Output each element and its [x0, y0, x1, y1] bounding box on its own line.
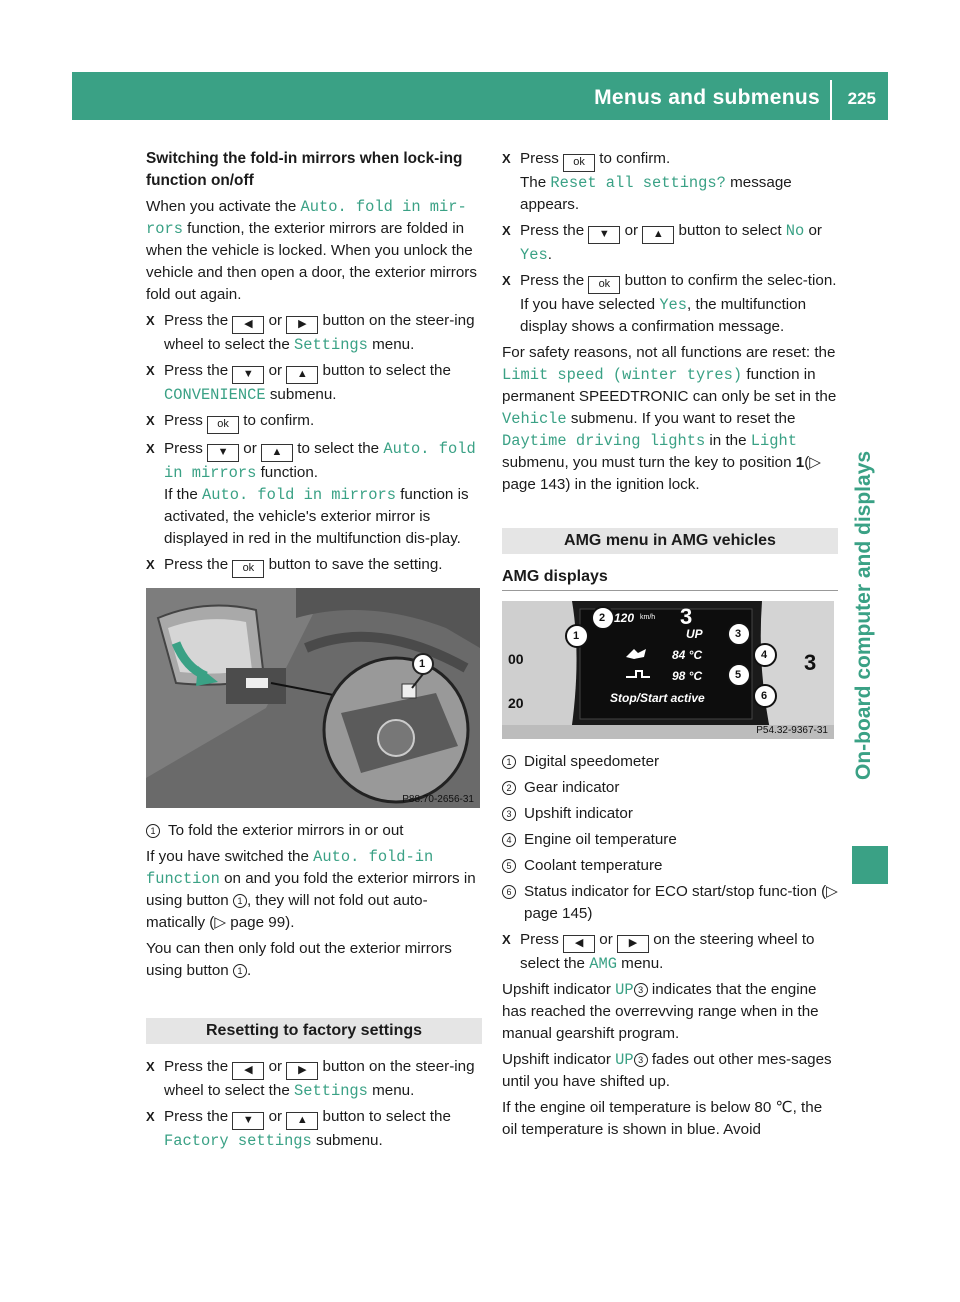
body-paragraph: If the engine oil temperature is below 80 ℃, the oil temperature is shown in blue. Avoid	[502, 1099, 823, 1138]
step-item: X Press the ok button to confirm the selec-tion. If you have selected Yes, the multifunction display shows a confirmation message.	[502, 272, 837, 335]
section-title-bar: Resetting to factory settings	[146, 1018, 482, 1044]
callout-6: 6	[761, 690, 768, 702]
figure-code: P54.32-9367-31	[756, 725, 828, 736]
header-divider	[830, 80, 832, 120]
callout-1: 1	[573, 630, 580, 642]
up-key-icon: ▲	[642, 226, 674, 244]
mirror-callout-1: 1	[419, 658, 426, 670]
step-item: X Press the ok button to save the setting.	[146, 554, 482, 578]
step-item: X Press the ▼ or ▲ button to select No or Yes.	[502, 222, 822, 264]
down-key-icon: ▼	[232, 1112, 264, 1130]
subheading: AMG displays	[502, 566, 838, 591]
step-item: X Press ok to confirm.	[146, 410, 482, 434]
right-column	[502, 148, 838, 1145]
coolant-temp-readout: 98 °C	[672, 669, 703, 683]
right-key-icon: ▶	[617, 935, 649, 953]
callout-5: 5	[735, 669, 742, 681]
right-key-icon: ▶	[286, 316, 318, 334]
step-item: X Press the ◀ or ▶ button on the steer-ing wheel to select the Settings menu.	[146, 312, 475, 354]
amg-display-figure	[502, 601, 834, 739]
section-heading: Switching the fold-in mirrors when lock-ing function on/off	[146, 150, 463, 189]
left-key-icon: ◀	[563, 935, 595, 953]
body-paragraph: For safety reasons, not all functions are reset: the Limit speed (winter tyres) function in permanent SPEEDTRONIC can only be set in the Vehicle submenu. If you want to reset the Daytime driving lights in the Light submenu, you must turn the key to position 1(▷ page 143) in the ignition lock.	[502, 344, 837, 493]
left-key-icon: ◀	[232, 1062, 264, 1080]
legend-item: 4 Engine oil temperature	[502, 829, 838, 851]
step-item: X Press the ▼ or ▲ button to select the Factory settings submenu.	[146, 1108, 451, 1150]
down-key-icon: ▼	[207, 444, 239, 462]
tach-digit: 3	[804, 650, 817, 675]
body-paragraph: Upshift indicator UP 3 indicates that the engine has reached the overrevving range when in the manual gearshift program.	[502, 981, 819, 1042]
ok-key-icon: ok	[588, 276, 620, 294]
callout-2: 2	[599, 612, 606, 624]
left-key-icon: ◀	[232, 316, 264, 334]
legend-item: 2 Gear indicator	[502, 777, 838, 799]
legend-item: 5 Coolant temperature	[502, 855, 838, 877]
step-item: X Press the ◀ or ▶ button on the steer-ing wheel to select the Settings menu.	[146, 1058, 475, 1100]
legend-item: 1 Digital speedometer	[502, 751, 838, 773]
step-item: X Press ok to confirm. The Reset all settings? message appears.	[502, 150, 792, 213]
side-tab-marker	[852, 846, 888, 884]
ok-key-icon: ok	[232, 560, 264, 578]
body-paragraph: You can then only fold out the exterior mirrors using button 1 .	[146, 940, 452, 979]
oil-temp-readout: 84 °C	[672, 648, 703, 662]
side-tab-label: On-board computer and displays	[852, 450, 875, 780]
header-title: Menus and submenus	[594, 86, 820, 109]
speed-readout: 120	[614, 611, 635, 625]
mirror-illustration	[146, 588, 480, 808]
intro-paragraph: When you activate the Auto. fold in mir‐rors function, the exterior mirrors are folded in when the vehicle is locked. When you unlock the vehicle and then open a door, the exterior mirrors fold out again.	[146, 198, 477, 303]
legend-item: 1 To fold the exterior mirrors in or out	[146, 820, 482, 842]
up-key-icon: ▲	[286, 1112, 318, 1130]
up-key-icon: ▲	[261, 444, 293, 462]
down-key-icon: ▼	[232, 366, 264, 384]
page-number: 225	[847, 89, 876, 108]
body-paragraph: Upshift indicator UP 3 fades out other mes-sages until you have shifted up.	[502, 1051, 832, 1090]
callout-4: 4	[761, 649, 768, 661]
header-bar	[72, 72, 888, 120]
step-item: X Press ▼ or ▲ to select the Auto. fold in mirrors function. If the Auto. fold in mirrors function is activated, the vehicle's exterior mirror is displayed in red in the multifunction dis-play.	[146, 440, 476, 547]
speedo-tick-00: 00	[508, 651, 524, 667]
callout-3: 3	[735, 628, 742, 640]
body-paragraph: If you have switched the Auto. fold-in function on and you fold the exterior mirrors in using button 1 , they will not fold out auto-matically (▷ page 99).	[146, 848, 476, 931]
speedo-tick-20: 20	[508, 695, 524, 711]
ok-key-icon: ok	[207, 416, 239, 434]
mirror-figure	[146, 588, 480, 808]
gear-readout: 3	[680, 604, 693, 629]
step-item: X Press ◀ or ▶ on the steering wheel to select the AMG menu.	[502, 931, 815, 973]
amg-cluster-illustration	[502, 601, 834, 739]
right-key-icon: ▶	[286, 1062, 318, 1080]
step-item: X Press the ▼ or ▲ button to select the CONVENIENCE submenu.	[146, 362, 451, 404]
speed-unit: km/h	[640, 614, 656, 621]
section-title-bar: AMG menu in AMG vehicles	[502, 528, 838, 554]
down-key-icon: ▼	[588, 226, 620, 244]
legend-item: 3 Upshift indicator	[502, 803, 838, 825]
status-readout: Stop/Start active	[610, 691, 705, 705]
upshift-readout: UP	[686, 627, 703, 641]
left-column	[146, 148, 482, 1156]
legend-list	[502, 751, 838, 925]
legend-item: 6 Status indicator for ECO start/stop func-tion (▷ page 145)	[502, 881, 838, 925]
figure-code: P88.70-2656-31	[402, 794, 474, 805]
ok-key-icon: ok	[563, 154, 595, 172]
up-key-icon: ▲	[286, 366, 318, 384]
